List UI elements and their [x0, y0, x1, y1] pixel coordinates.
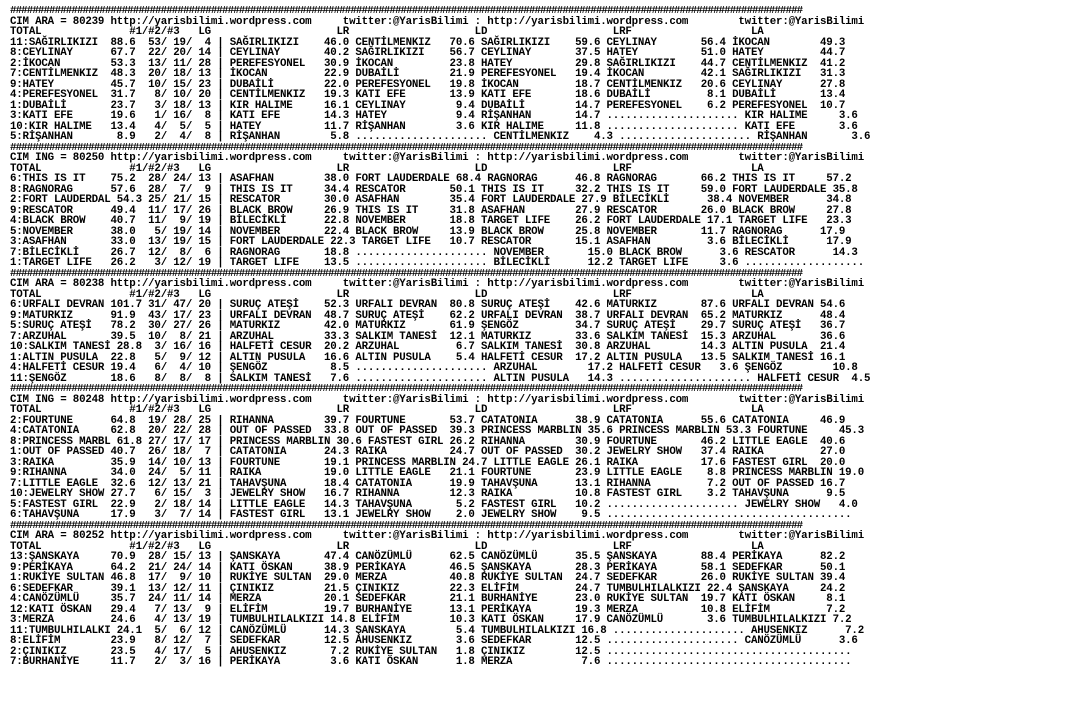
- text-line: 3:KATI EFE 19.6 1/ 16/ 8 | KATI EFE 14.3 HATEY 9.4 RİŞANHAN 14.7 ..................... KIR HALIME 3.6: [10, 110, 858, 122]
- text-line: 6:THIS IS IT 75.2 28/ 24/ 13 | ASAFHAN 38.0 FORT LAUDERDALE 68.4 RAGNORAG 46.8 RAGNORAG 66.2 THIS IS IT 57.2: [10, 173, 852, 185]
- text-line: TOTAL #1/#2/#3 LG LR LD LRF LA: [10, 288, 764, 301]
- text-line: 9:MATURKIZ 91.9 43/ 17/ 23 | URFALI DEVRAN 48.7 SURUÇ ATEŞİ 62.2 URFALI DEVRAN 38.7 URFALI DEVRAN 65.2 MATURKIZ 48.4: [10, 309, 846, 322]
- separator-line: ##############################################################################################################################################: [10, 384, 803, 395]
- text-line: 8:CEYLINAY 67.7 22/ 20/ 14 | CEYLINAY 40.2 SAĞIRLIKIZI 56.7 CEYLINAY 37.5 HATEY 51.0 HATEY 44.7: [10, 47, 846, 59]
- text-line: 9:RESCATOR 49.4 11/ 17/ 26 | BLACK BROW 26.9 THIS IS IT 31.8 ASAFHAN 27.9 RESCATOR 26.0 BLACK BROW 27.8: [10, 204, 852, 217]
- text-line: 8:ELİFİM 23.9 8/ 12/ 7 | SEDEFKAR 12.5 AHUSENKIZ 3.6 SEDEFKAR 12.5 ..................... CANÖZÜMLÜ 3.6: [10, 635, 858, 647]
- text-line: 10:SALKIM TANESİ 28.8 3/ 16/ 16 | HALFETİ CESUR 20.2 ARZUHAL 6.7 SALKIM TANESİ 30.8 ARZUHAL 14.3 ALTIN PUSULA 21.4: [10, 341, 846, 353]
- text-line: 2:İKOCAN 53.3 13/ 11/ 28 | PEREFESYONEL 30.9 İKOCAN 23.8 HATEY 29.8 SAĞIRLIKIZI 44.7 CENTİLMENKIZ 41.2: [10, 57, 846, 70]
- text-line: TOTAL #1/#2/#3 LG LR LD LRF LA: [10, 540, 764, 553]
- text-line: 3:MERZA 24.6 4/ 13/ 19 | TUMBULHILALKIZI 14.8 ELİFİM 10.3 KATI ÖSKAN 17.9 CANÖZÜMLÜ 3.6 TUMBULHILALKIZI 7.2: [10, 614, 852, 626]
- text-line: 8:PRINCESS MARBL 61.8 27/ 17/ 17 | PRINCESS MARBLIN 30.6 FASTEST GIRL 26.2 RIHANNA 30.9 FOURTUNE 46.2 LITTLE EAGLE 40.6: [10, 435, 846, 448]
- text-line: 3:RAIKA 35.9 14/ 10/ 13 | FOURTUNE 19.1 PRINCESS MARBLIN 24.7 LITTLE EAGLE 26.1 RAIKA 17.6 FASTEST GIRL 20.0: [10, 456, 846, 469]
- text-line: 4:CATATONIA 62.8 20/ 22/ 28 | OUT OF PASSED 33.8 OUT OF PASSED 39.3 PRINCESS MARBLIN 35.6 PRINCESS MARBLIN 53.3 FOURTUNE 45.3: [10, 425, 864, 437]
- text-line: 6:TAHAVŞUNA 17.9 3/ 7/ 14 | FASTEST GIRL 13.1 JEWELRY SHOW 2.0 JEWELRY SHOW 9.5 .......................................: [10, 509, 852, 521]
- text-line: 6:SEDEFKAR 39.1 13/ 12/ 11 | ÇINIKIZ 21.5 ÇINIKIZ 22.3 ELİFİM 24.7 TUMBULHILALKIZI 22.4 ŞANSKAYA 24.2: [10, 582, 846, 595]
- text-line: 11:TUMBULHILALKI 24.1 5/ 6/ 12 | CANÖZÜMLÜ 14.3 ŞANSKAYA 5.4 TUMBULHILALKIZI 16.8 ..................... AHUSENKIZ 7.2: [10, 624, 864, 637]
- text-line: TOTAL #1/#2/#3 LG LR LD LRF LA: [10, 404, 764, 416]
- text-line: 7:ARZUHAL 39.5 10/ 8/ 21 | ARZUHAL 33.3 SALKIM TANESİ 12.1 MATURKIZ 33.6 SALKIM TANESİ 15.3 ARZUHAL 36.6: [10, 330, 846, 343]
- race-header-line: CIM ING = 80250 http://yarisbilimi.wordpress.com twitter:@YarisBilimi : http://yarisbilimi.wordpress.com twitter:@YarisBilimi: [10, 152, 864, 164]
- text-line: 1:OUT OF PASSED 40.7 26/ 18/ 7 | CATATONIA 24.3 RAIKA 24.7 OUT OF PASSED 30.2 JEWELRY SHOW 37.4 RAIKA 27.0: [10, 446, 846, 458]
- text-line: 3:ASAFHAN 33.0 13/ 19/ 15 | FORT LAUDERDALE 22.3 TARGET LIFE 10.7 RESCATOR 15.1 ASAFHAN 3.6 BİLECİKLİ 17.9: [10, 236, 852, 248]
- text-line: 1:DUBAİLİ 23.7 3/ 18/ 13 | KIR HALIME 16.1 CEYLINAY 9.4 DUBAİLİ 14.7 PEREFESYONEL 6.2 PEREFESYONEL 10.7: [10, 99, 846, 112]
- text-line: 8:RAGNORAG 57.6 28/ 7/ 9 | THIS IS IT 34.4 RESCATOR 50.1 THIS IS IT 32.2 THIS IS IT 59.0 FORT LAUDERDALE 35.8: [10, 183, 858, 196]
- text-line: 9:HATEY 45.7 10/ 15/ 23 | DUBAİLİ 22.0 PEREFESYONEL 19.8 İKOCAN 18.7 CENTİLMENKIZ 20.6 CEYLINAY 27.8: [10, 78, 846, 91]
- text-line: 1:ALTIN PUSULA 22.8 5/ 9/ 12 | ALTIN PUSULA 16.6 ALTIN PUSULA 5.4 HALFETİ CESUR 17.2 ALTIN PUSULA 13.5 SALKIM TANESİ 16.1: [10, 351, 846, 364]
- race-header-line: CIM ARA = 80239 http://yarisbilimi.wordpress.com twitter:@YarisBilimi : http://yarisbilimi.wordpress.com twitter:@YarisBilimi: [10, 15, 864, 28]
- text-line: 10:JEWELRY SHOW 27.7 6/ 15/ 3 | JEWELRY SHOW 16.7 RIHANNA 12.3 RAIKA 10.8 FASTEST GIRL 3.2 TAHAVŞUNA 9.5: [10, 488, 846, 500]
- separator-line: ##############################################################################################################################################: [10, 6, 803, 17]
- text-line: 4:PEREFESYONEL 31.7 8/ 10/ 20 | CENTİLMENKIZ 19.3 KATI EFE 13.9 KATI EFE 18.6 DUBAİLİ 8.1 DUBAİLİ 13.4: [10, 89, 846, 101]
- text-line: 5:SURUÇ ATEŞİ 78.2 30/ 27/ 26 | MATURKIZ 42.0 MATURKIZ 61.9 ŞENGÖZ 34.7 SURUÇ ATEŞİ 29.7 SURUÇ ATEŞİ 36.7: [10, 320, 846, 332]
- text-line: TOTAL #1/#2/#3 LG LR LD LRF LA: [10, 162, 764, 175]
- separator-line: ##############################################################################################################################################: [10, 268, 803, 279]
- text-line: 5:RİŞANHAN 8.9 2/ 4/ 8 | RİŞANHAN 5.8 ..................... CENTİLMENKIZ 4.3 ..................... RİŞANHAN 3.6: [10, 131, 871, 143]
- text-line: 7:LITTLE EAGLE 32.6 12/ 13/ 21 | TAHAVŞUNA 18.4 CATATONIA 19.9 TAHAVŞUNA 13.1 RIHANNA 7.2 OUT OF PASSED 16.7: [10, 477, 846, 490]
- text-line: 4:HALFETİ CESUR 19.4 6/ 4/ 10 | ŞENGÖZ 8.5 ..................... ARZUHAL 17.2 HALFETİ CESUR 3.6 ŞENGÖZ 10.8: [10, 362, 858, 374]
- race-header-line: CIM ARA = 80238 http://yarisbilimi.wordpress.com twitter:@YarisBilimi : http://yarisbilimi.wordpress.com twitter:@YarisBilimi: [10, 278, 864, 290]
- text-line: 2:FORT LAUDERDAL 54.3 25/ 21/ 15 | RESCATOR 30.0 ASAFHAN 35.4 FORT LAUDERDALE 27.9 BİLECİKLİ 38.4 NOVEMBER 34.8: [10, 194, 852, 206]
- text-line: TOTAL #1/#2/#3 LG LR LD LRF LA: [10, 26, 764, 38]
- text-line: 2:ÇINIKIZ 23.5 4/ 17/ 5 | AHUSENKIZ 7.2 RUKİYE SULTAN 1.8 ÇINIKIZ 12.5 .......................................: [10, 645, 852, 658]
- text-line: 1:RUKİYE SULTAN 46.8 17/ 9/ 10 | RUKİYE SULTAN 29.0 MERZA 40.8 RUKİYE SULTAN 24.7 SEDEFKAR 26.0 RUKİYE SULTAN 39.4: [10, 572, 846, 584]
- text-line: 5:FASTEST GIRL 22.9 2/ 18/ 14 | LITTLE EAGLE 14.3 TAHAVŞUNA 5.2 FASTEST GIRL 10.2 ..................... JEWELRY SHOW 4.0: [10, 498, 858, 511]
- text-line: 10:KIR HALIME 13.4 4/ 5/ 5 | HATEY 11.7 RİŞANHAN 3.6 KIR HALIME 11.8 ..................... KATI EFE 3.6: [10, 120, 858, 133]
- text-line: 2:FOURTUNE 64.8 19/ 28/ 25 | RIHANNA 39.7 FOURTUNE 53.7 CATATONIA 38.9 CATATONIA 55.6 CATATONIA 46.9: [10, 414, 846, 427]
- text-line: 7:BURHANİYE 11.7 2/ 3/ 16 | PERİKAYA 3.6 KATI ÖSKAN 1.8 MERZA 7.6 .......................................: [10, 656, 852, 668]
- text-line: 9:RIHANNA 34.0 24/ 5/ 11 | RAIKA 19.0 LITTLE EAGLE 21.1 FOURTUNE 23.9 LITTLE EAGLE 8.8 PRINCESS MARBLIN 19.0: [10, 467, 864, 479]
- text-line: 4:CANÖZÜMLÜ 35.7 24/ 11/ 14 | MERZA 20.1 SEDEFKAR 21.1 BURHANİYE 23.0 RUKİYE SULTAN 19.7 KATI ÖSKAN 8.1: [10, 593, 846, 605]
- race-header-line: CIM ING = 80248 http://yarisbilimi.wordpress.com twitter:@YarisBilimi : http://yarisbilimi.wordpress.com twitter:@YarisBilimi: [10, 393, 864, 406]
- text-line: 12:KATI ÖSKAN 29.4 7/ 13/ 9 | ELİFİM 19.7 BURHANİYE 13.1 PERİKAYA 19.3 MERZA 10.8 ELİFİM 7.2: [10, 603, 846, 616]
- text-line: 7:BİLECİKLİ 26.7 12/ 8/ 6 | RAGNORAG 18.8 ..................... NOVEMBER 15.0 BLACK BROW 3.6 RESCATOR 14.3: [10, 246, 858, 259]
- race-stats-document: [10, 6, 1074, 668]
- race-header-line: CIM ARA = 80252 http://yarisbilimi.wordpress.com twitter:@YarisBilimi : http://yarisbilimi.wordpress.com twitter:@YarisBilimi: [10, 530, 864, 542]
- text-line: 1:TARGET LIFE 26.2 3/ 12/ 19 | TARGET LIFE 13.5 ..................... BİLECİKLİ 12.2 TARGET LIFE 3.6 ...................: [10, 257, 864, 269]
- text-line: 11:ŞENGÖZ 18.6 8/ 8/ 8 | SALKIM TANESİ 7.6 ..................... ALTIN PUSULA 14.3 ..................... HALFETİ CESUR 4.5: [10, 372, 871, 385]
- text-line: 6:URFALI DEVRAN 101.7 31/ 47/ 20 | SURUÇ ATEŞİ 52.3 URFALI DEVRAN 80.8 SURUÇ ATEŞİ 42.6 MATURKIZ 87.6 URFALI DEVRAN 54.6: [10, 299, 846, 311]
- text-line: 9:PERİKAYA 64.2 21/ 24/ 14 | KATI ÖSKAN 38.9 PERİKAYA 46.5 ŞANSKAYA 28.3 PERİKAYA 58.1 SEDEFKAR 50.1: [10, 561, 846, 574]
- separator-line: ##############################################################################################################################################: [10, 520, 803, 531]
- text-line: 13:ŞANSKAYA 70.9 28/ 15/ 13 | ŞANSKAYA 47.4 CANÖZÜMLÜ 62.5 CANÖZÜMLÜ 35.5 ŞANSKAYA 88.4 PERİKAYA 82.2: [10, 551, 846, 563]
- text-line: 11:SAĞIRLIKIZI 88.6 53/ 19/ 4 | SAĞIRLIKIZI 46.0 CENTİLMENKIZ 70.6 SAĞIRLIKIZI 59.6 CEYLINAY 56.4 İKOCAN 49.3: [10, 36, 846, 49]
- separator-line: ##############################################################################################################################################: [10, 142, 803, 153]
- text-line: 4:BLACK BROW 40.7 11/ 9/ 19 | BİLECİKLİ 22.8 NOVEMBER 18.8 TARGET LIFE 26.2 FORT LAUDERDALE 17.1 TARGET LIFE 23.3: [10, 215, 852, 227]
- text-line: 5:NOVEMBER 38.0 5/ 19/ 14 | NOVEMBER 22.4 BLACK BROW 13.9 BLACK BROW 25.8 NOVEMBER 11.7 RAGNORAG 17.9: [10, 225, 846, 238]
- text-line: 7:CENTİLMENKIZ 48.3 20/ 18/ 13 | İKOCAN 22.9 DUBAİLİ 21.9 PEREFESYONEL 19.4 İKOCAN 42.1 SAĞIRLIKIZI 31.3: [10, 68, 846, 80]
